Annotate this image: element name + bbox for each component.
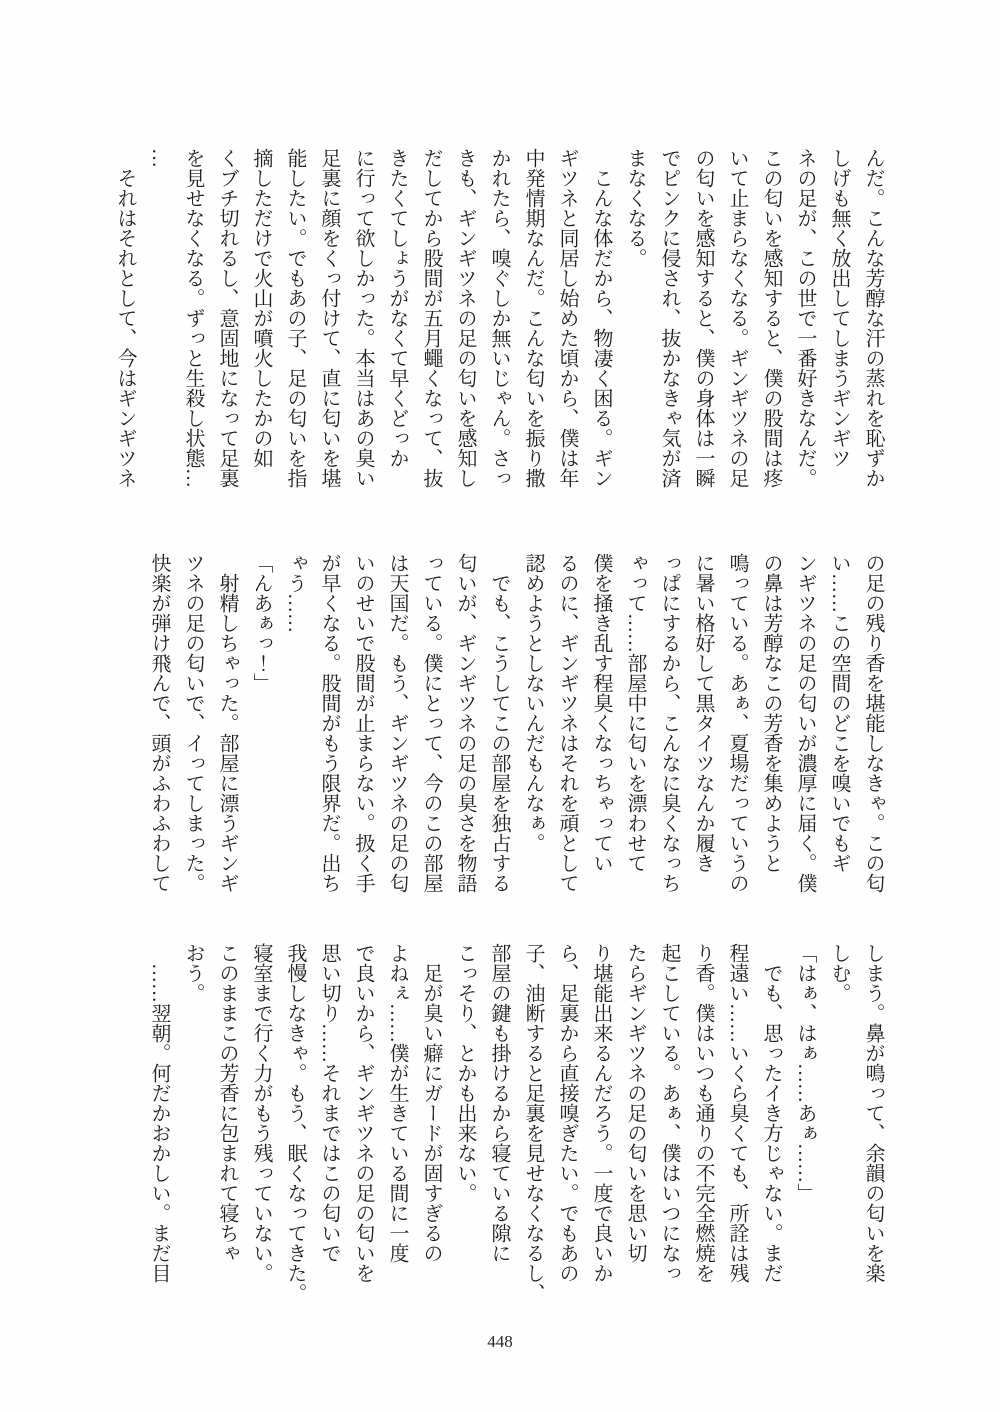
text-column: は天国だ。もう、ギンギツネの足の匂 (386, 553, 408, 893)
text-column: たらギンギツネの足の匂いを思い切 (624, 943, 646, 1263)
text-column: かれたら、嗅ぐしか無いじゃん。さっ (488, 148, 510, 488)
text-column: の鼻は芳醇なこの芳香を集めようと (760, 553, 782, 873)
text-column: 快楽が弾け飛んで、頭がふわふわして (148, 553, 170, 893)
text-column: 子、油断すると足裏を見せなくなるし、 (522, 943, 544, 1303)
text-column: ツネの足の匂いで、イってしまった。 (182, 553, 204, 893)
text-column: しむ。 (828, 943, 850, 1003)
text-column: 部屋の鍵も掛けるから寝ている隙に (488, 943, 510, 1263)
text-column: 匂いが、ギンギツネの足の臭さを物語 (454, 553, 476, 893)
text-column: だしてから股間が五月蠅くなって、抜 (420, 148, 442, 488)
text-column: で良いから、ギンギツネの足の匂いを (352, 943, 374, 1283)
text-column: ……翌朝。何だかおかしい。まだ目 (148, 943, 170, 1283)
text-column: 摘しただけで火山が噴火したかの如 (250, 148, 272, 468)
text-column: んだ。こんな芳醇な汗の蒸れを恥ずか (862, 148, 884, 488)
text-column: こっそり、とかも出来ない。 (454, 943, 476, 1203)
text-column: でピンクに侵され、抜かなきゃ気が済 (658, 148, 680, 488)
text-column: 鳴っている。あぁ、夏場だっていうの (726, 553, 748, 893)
text-column: 寝室まで行く力がもう残っていない。 (250, 943, 272, 1283)
text-column: ギツネと同居し始めた頃から、僕は年 (556, 148, 578, 488)
text-column: ネの足が、この世で一番好きなんだ。 (794, 148, 816, 488)
text-column: よねぇ……僕が生きている間に一度 (386, 943, 408, 1263)
text-column: こんな体だから、物凄く困る。ギン (590, 148, 612, 488)
text-block-middle (142, 553, 890, 899)
text-column: ゃって……部屋中に匂いを漂わせて (624, 553, 646, 873)
text-column: に暑い格好して黒タイツなんか履き (692, 553, 714, 873)
text-column: ら、足裏から直接嗅ぎたい。でもあの (556, 943, 578, 1283)
text-column: ゃう…… (284, 553, 306, 633)
text-column: の匂いを感知すると、僕の身体は一瞬 (692, 148, 714, 488)
text-column: いのせいで股間が止まらない。扱く手 (352, 553, 374, 893)
text-column: 足が臭い癖にガードが固すぎるの (420, 943, 442, 1263)
text-column: っている。僕にとって、今のこの部屋 (420, 553, 442, 893)
text-column: でも、こうしてこの部屋を独占する (488, 553, 510, 893)
text-column: 程遠い……いくら臭くても、所詮は残 (726, 943, 748, 1283)
text-column: り堪能出来るんだろう。一度で良いか (590, 943, 612, 1283)
text-column: きたくてしょうがなくて早くどっか (386, 148, 408, 468)
text-column: しげも無く放出してしまうギンギツ (828, 148, 850, 468)
text-column: 思い切り……それまではこの匂いで (318, 943, 340, 1263)
text-column: でも、思ったイき方じゃない。まだ (760, 943, 782, 1283)
text-block-top (108, 148, 890, 494)
text-column: きも、ギンギツネの足の匂いを感知し (454, 148, 476, 488)
text-column: まなくなる。 (624, 148, 646, 268)
text-column: い……この空間のどこを嗅いでもギ (828, 553, 850, 873)
text-column: 「はぁ、はぁ……あぁ……」 (794, 943, 816, 1203)
text-column: を見せなくなる。ずっと生殺し状態… (182, 148, 204, 488)
text-column: 「んあぁっ！」 (250, 553, 272, 693)
text-column: 我慢しなきゃ。もう、眠くなってきた。 (284, 943, 306, 1303)
text-column: に行って欲しかった。本当はあの臭い (352, 148, 374, 488)
text-column: … (148, 148, 170, 168)
text-column: の足の残り香を堪能しなきゃ。この匂 (862, 553, 884, 893)
text-column: 射精しちゃった。部屋に漂うギンギ (216, 553, 238, 893)
text-column: 僕を掻き乱す程臭くなっちゃってい (590, 553, 612, 873)
text-column: 能したい。でもあの子、足の匂いを指 (284, 148, 306, 488)
text-column: っぱにするから、こんなに臭くなっち (658, 553, 680, 893)
text-column: この匂いを感知すると、僕の股間は疼 (760, 148, 782, 488)
text-column: 認めようとしないんだもんなぁ。 (522, 553, 544, 853)
text-column: ンギツネの足の匂いが濃厚に届く。僕 (794, 553, 816, 893)
text-column: くブチ切れるし、意固地になって足裏 (216, 148, 238, 488)
text-column: り香。僕はいつも通りの不完全燃焼を (692, 943, 714, 1283)
text-column: 足裏に顔をくっ付けて、直に匂いを堪 (318, 148, 340, 488)
text-column: しまう。鼻が鳴って、余韻の匂いを楽 (862, 943, 884, 1283)
text-column: るのに、ギンギツネはそれを頑として (556, 553, 578, 893)
text-block-bottom (142, 943, 890, 1303)
text-column: 中発情期なんだ。こんな匂いを振り撒 (522, 148, 544, 488)
text-column: このままこの芳香に包まれて寝ちゃ (216, 943, 238, 1263)
text-column: 起こしている。あぁ、僕はいつになっ (658, 943, 680, 1283)
text-column: それはそれとして、今はギンギツネ (114, 148, 136, 488)
text-column: が早くなる。股間がもう限界だ。出ち (318, 553, 340, 893)
text-column: おう。 (182, 943, 204, 1003)
page-number: 448 (487, 1332, 513, 1351)
text-column: いて止まらなくなる。ギンギツネの足 (726, 148, 748, 488)
